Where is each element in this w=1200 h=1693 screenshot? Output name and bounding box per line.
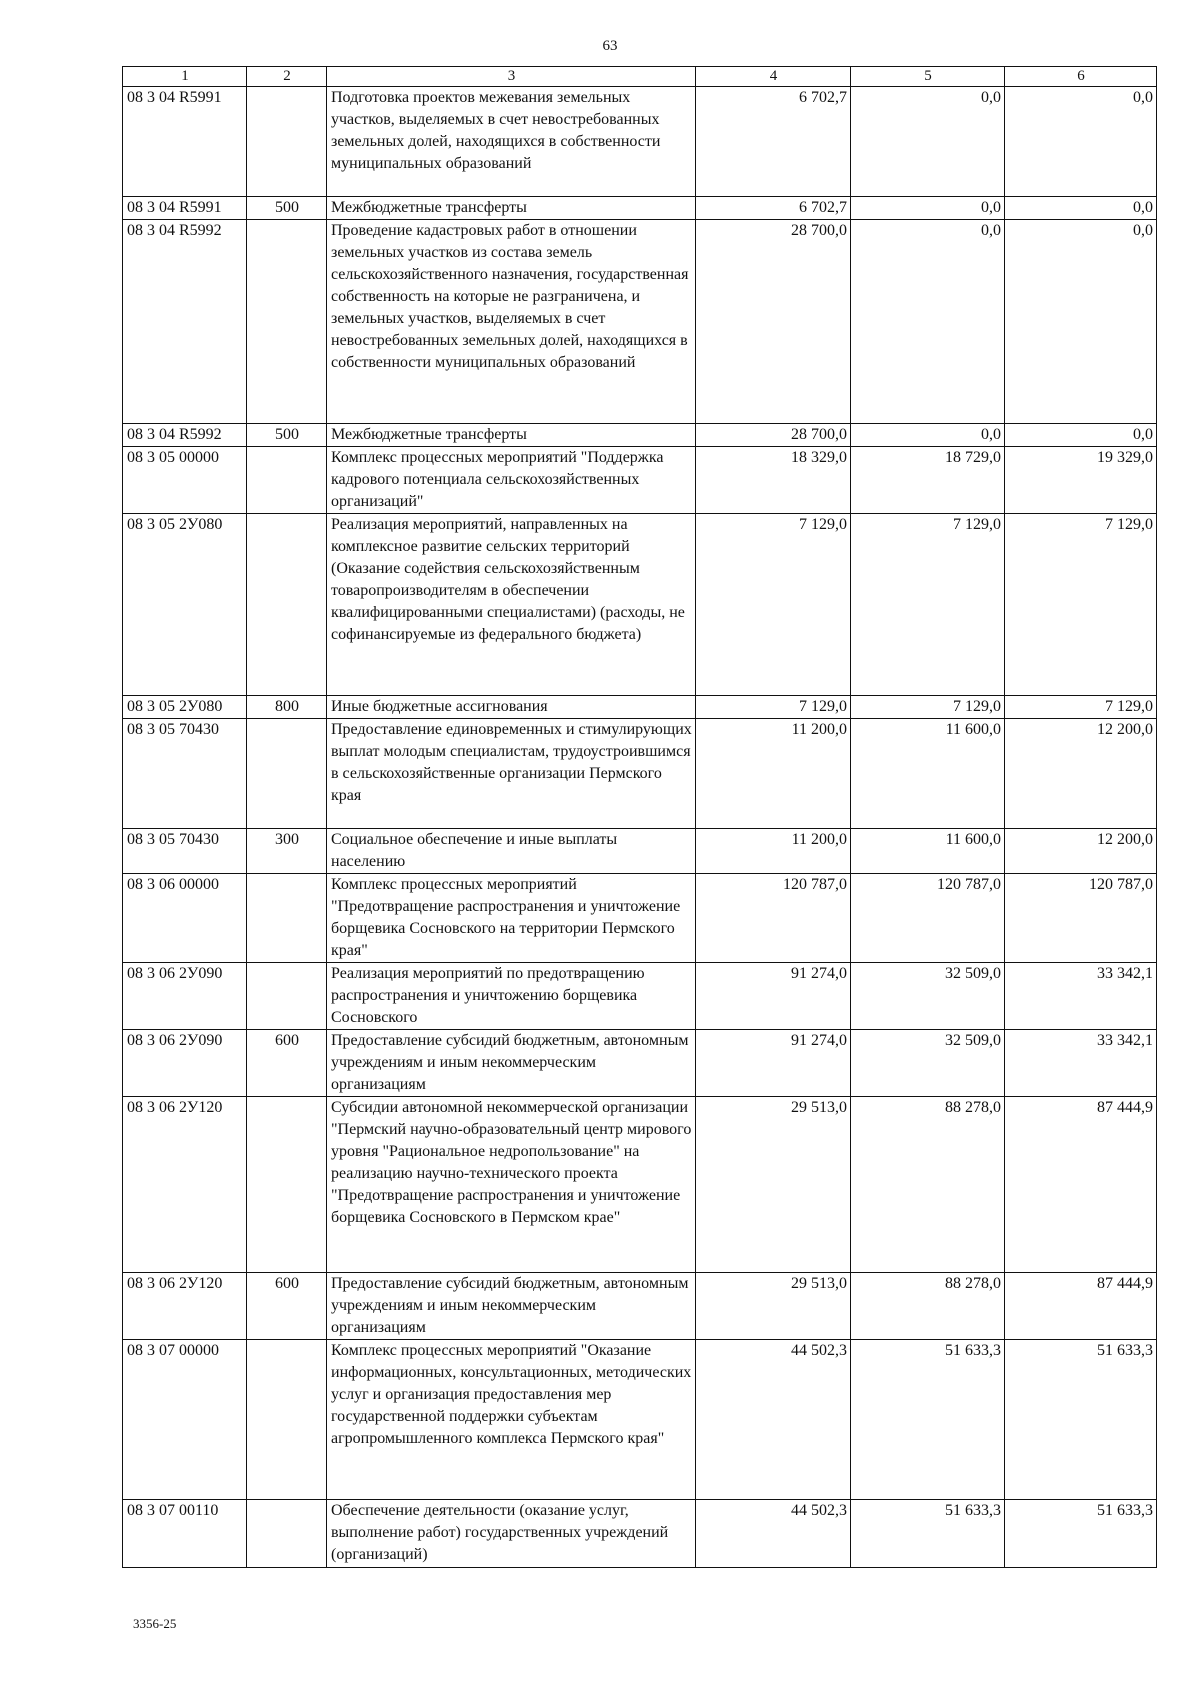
row-code: 08 3 07 00000 xyxy=(123,1340,247,1500)
row-value-col5: 32 509,0 xyxy=(851,1030,1005,1097)
row-value-col6: 87 444,9 xyxy=(1005,1097,1157,1273)
row-expense-type xyxy=(247,874,327,963)
document-id: 3356-25 xyxy=(133,1616,177,1631)
row-expense-type xyxy=(247,1097,327,1273)
row-value-col4: 11 200,0 xyxy=(696,719,851,829)
table-row xyxy=(123,719,1157,829)
row-name: Реализация мероприятий, направленных на комплексное развитие сельских территорий (Оказание содействия сельскохозяйственным товаропроизводителям в обеспечении квалифицированными специалистами) (расходы, не софинансируемые из федерального бюджета) xyxy=(327,514,696,696)
row-name: Социальное обеспечение и иные выплаты населению xyxy=(327,829,696,874)
column-header: 6 xyxy=(1005,67,1157,87)
row-expense-type xyxy=(247,1340,327,1500)
table-row xyxy=(123,696,1157,719)
table-row xyxy=(123,87,1157,197)
table-row xyxy=(123,1030,1157,1097)
row-expense-type: 500 xyxy=(247,424,327,447)
row-value-col6: 33 342,1 xyxy=(1005,1030,1157,1097)
row-value-col6: 0,0 xyxy=(1005,220,1157,424)
row-value-col4: 18 329,0 xyxy=(696,447,851,514)
page-number: 63 xyxy=(602,38,618,54)
row-expense-type: 600 xyxy=(247,1273,327,1340)
table-row xyxy=(123,220,1157,424)
row-value-col4: 29 513,0 xyxy=(696,1273,851,1340)
column-header: 3 xyxy=(327,67,696,87)
row-value-col5: 120 787,0 xyxy=(851,874,1005,963)
row-value-col4: 28 700,0 xyxy=(696,424,851,447)
row-value-col5: 7 129,0 xyxy=(851,696,1005,719)
row-value-col6: 0,0 xyxy=(1005,197,1157,220)
row-value-col6: 12 200,0 xyxy=(1005,719,1157,829)
row-expense-type xyxy=(247,447,327,514)
row-value-col5: 88 278,0 xyxy=(851,1273,1005,1340)
row-expense-type xyxy=(247,963,327,1030)
row-value-col6: 33 342,1 xyxy=(1005,963,1157,1030)
row-value-col6: 0,0 xyxy=(1005,87,1157,197)
row-value-col5: 18 729,0 xyxy=(851,447,1005,514)
row-name: Комплекс процессных мероприятий "Оказание информационных, консультационных, методических услуг и организация предоставления мер государственной поддержки субъектам агропромышленного комплекса Пермского края" xyxy=(327,1340,696,1500)
row-value-col5: 51 633,3 xyxy=(851,1340,1005,1500)
row-name: Комплекс процессных мероприятий "Предотвращение распространения и уничтожение борщевика Сосновского на территории Пермского края" xyxy=(327,874,696,963)
table-row xyxy=(123,874,1157,963)
row-value-col4: 7 129,0 xyxy=(696,696,851,719)
row-code: 08 3 04 R5991 xyxy=(123,87,247,197)
row-expense-type xyxy=(247,220,327,424)
column-header: 5 xyxy=(851,67,1005,87)
row-value-col5: 88 278,0 xyxy=(851,1097,1005,1273)
row-name: Обеспечение деятельности (оказание услуг, выполнение работ) государственных учреждений (организаций) xyxy=(327,1500,696,1568)
row-value-col5: 7 129,0 xyxy=(851,514,1005,696)
table-row xyxy=(123,424,1157,447)
row-code: 08 3 05 2У080 xyxy=(123,696,247,719)
row-expense-type: 300 xyxy=(247,829,327,874)
row-value-col4: 91 274,0 xyxy=(696,963,851,1030)
budget-table xyxy=(122,66,1157,1568)
table-row xyxy=(123,963,1157,1030)
row-code: 08 3 05 70430 xyxy=(123,829,247,874)
row-value-col6: 120 787,0 xyxy=(1005,874,1157,963)
row-value-col5: 32 509,0 xyxy=(851,963,1005,1030)
row-name: Предоставление единовременных и стимулирующих выплат молодым специалистам, трудоустроившимся в сельскохозяйственные организации Пермского края xyxy=(327,719,696,829)
table-row xyxy=(123,1500,1157,1568)
row-value-col6: 7 129,0 xyxy=(1005,514,1157,696)
row-value-col4: 120 787,0 xyxy=(696,874,851,963)
row-name: Проведение кадастровых работ в отношении земельных участков из состава земель сельскохозяйственного назначения, государственная собственность на которые не разграничена, и земельных участков, выделяемых в счет невостребованных земельных долей, находящихся в собственности муниципальных образований xyxy=(327,220,696,424)
row-name: Субсидии автономной некоммерческой организации "Пермский научно-образовательный центр мирового уровня "Рациональное недропользование" на реализацию научно-технического проекта "Предотвращение распространения и уничтожение борщевика Сосновского в Пермском крае" xyxy=(327,1097,696,1273)
row-code: 08 3 04 R5992 xyxy=(123,220,247,424)
row-code: 08 3 04 R5991 xyxy=(123,197,247,220)
row-code: 08 3 06 2У090 xyxy=(123,1030,247,1097)
row-value-col6: 19 329,0 xyxy=(1005,447,1157,514)
column-header: 2 xyxy=(247,67,327,87)
row-value-col6: 12 200,0 xyxy=(1005,829,1157,874)
row-value-col5: 0,0 xyxy=(851,220,1005,424)
row-expense-type: 600 xyxy=(247,1030,327,1097)
row-code: 08 3 05 00000 xyxy=(123,447,247,514)
row-value-col6: 87 444,9 xyxy=(1005,1273,1157,1340)
row-name: Иные бюджетные ассигнования xyxy=(327,696,696,719)
table-row xyxy=(123,1273,1157,1340)
row-code: 08 3 05 2У080 xyxy=(123,514,247,696)
row-expense-type xyxy=(247,87,327,197)
row-value-col6: 0,0 xyxy=(1005,424,1157,447)
row-name: Межбюджетные трансферты xyxy=(327,424,696,447)
row-expense-type xyxy=(247,514,327,696)
column-header: 4 xyxy=(696,67,851,87)
row-value-col5: 11 600,0 xyxy=(851,829,1005,874)
row-value-col4: 7 129,0 xyxy=(696,514,851,696)
table-row xyxy=(123,197,1157,220)
row-expense-type: 800 xyxy=(247,696,327,719)
row-value-col4: 11 200,0 xyxy=(696,829,851,874)
row-value-col5: 0,0 xyxy=(851,424,1005,447)
row-code: 08 3 06 2У120 xyxy=(123,1097,247,1273)
row-code: 08 3 06 00000 xyxy=(123,874,247,963)
row-code: 08 3 06 2У120 xyxy=(123,1273,247,1340)
row-value-col5: 11 600,0 xyxy=(851,719,1005,829)
row-value-col4: 28 700,0 xyxy=(696,220,851,424)
row-value-col6: 51 633,3 xyxy=(1005,1500,1157,1568)
row-name: Реализация мероприятий по предотвращению распространения и уничтожению борщевика Сосновского xyxy=(327,963,696,1030)
row-expense-type xyxy=(247,1500,327,1568)
row-code: 08 3 07 00110 xyxy=(123,1500,247,1568)
row-value-col4: 44 502,3 xyxy=(696,1500,851,1568)
table-row xyxy=(123,1340,1157,1500)
column-header: 1 xyxy=(123,67,247,87)
row-name: Подготовка проектов межевания земельных участков, выделяемых в счет невостребованных земельных долей, находящихся в собственности муниципальных образований xyxy=(327,87,696,197)
table-row xyxy=(123,447,1157,514)
row-expense-type: 500 xyxy=(247,197,327,220)
row-code: 08 3 04 R5992 xyxy=(123,424,247,447)
row-name: Межбюджетные трансферты xyxy=(327,197,696,220)
row-code: 08 3 06 2У090 xyxy=(123,963,247,1030)
row-value-col4: 44 502,3 xyxy=(696,1340,851,1500)
row-value-col5: 0,0 xyxy=(851,87,1005,197)
table-row xyxy=(123,1097,1157,1273)
row-value-col6: 51 633,3 xyxy=(1005,1340,1157,1500)
row-code: 08 3 05 70430 xyxy=(123,719,247,829)
row-value-col5: 51 633,3 xyxy=(851,1500,1005,1568)
row-value-col6: 7 129,0 xyxy=(1005,696,1157,719)
header-row xyxy=(123,67,1157,87)
row-name: Предоставление субсидий бюджетным, автономным учреждениям и иным некоммерческим организациям xyxy=(327,1273,696,1340)
table-row xyxy=(123,514,1157,696)
row-value-col5: 0,0 xyxy=(851,197,1005,220)
row-value-col4: 6 702,7 xyxy=(696,87,851,197)
row-name: Комплекс процессных мероприятий "Поддержка кадрового потенциала сельскохозяйственных организаций" xyxy=(327,447,696,514)
row-value-col4: 91 274,0 xyxy=(696,1030,851,1097)
row-name: Предоставление субсидий бюджетным, автономным учреждениям и иным некоммерческим организациям xyxy=(327,1030,696,1097)
row-value-col4: 6 702,7 xyxy=(696,197,851,220)
row-value-col4: 29 513,0 xyxy=(696,1097,851,1273)
row-expense-type xyxy=(247,719,327,829)
table-row xyxy=(123,829,1157,874)
